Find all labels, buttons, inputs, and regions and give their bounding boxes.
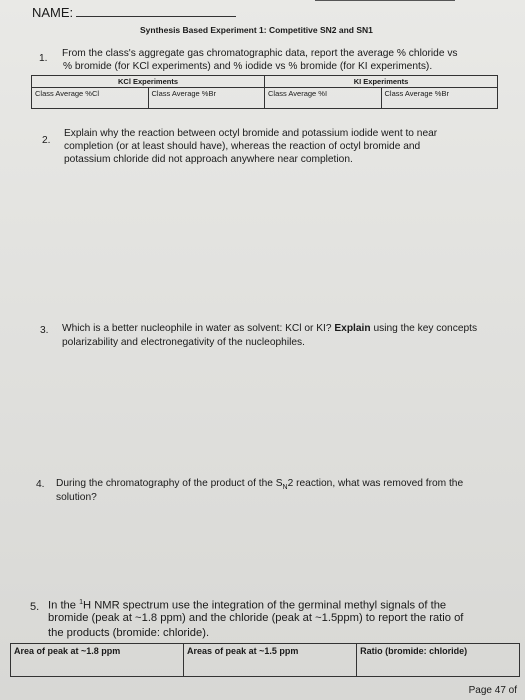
q5-line2: bromide (peak at ~1.8 ppm) and the chloride (peak at ~1.5ppm) to report the ratio of (48, 612, 464, 624)
q3-line2: polarizability and electronegativity of the nucleophiles. (62, 337, 305, 348)
q1-number: 1. (39, 53, 48, 64)
name-label: NAME: (32, 5, 74, 20)
header-rule (315, 0, 455, 1)
q4-line1-text-b: 2 reaction, what was removed from the (287, 478, 464, 489)
q1-table-column-row (32, 88, 498, 109)
ki-experiments-header: KI Experiments (265, 76, 498, 88)
class-average-cl-cell[interactable]: Class Average %Cl (32, 88, 149, 109)
area-peak-1-5-cell[interactable]: Areas of peak at ~1.5 ppm (184, 644, 357, 677)
q1-table-group-row (32, 76, 498, 88)
page-number: Page 47 of (468, 685, 517, 696)
q3-number: 3. (40, 325, 49, 336)
q2-line3: potassium chloride did not approach anywhere near completion. (64, 154, 353, 165)
q4-subscript-n: N (282, 484, 288, 492)
q1-text-line1: From the class's aggregate gas chromatographic data, report the average % chloride vs (62, 48, 458, 59)
q3-answer-area[interactable] (62, 352, 492, 472)
ratio-bromide-chloride-cell[interactable]: Ratio (bromide: chloride) (357, 644, 520, 677)
q1-text-line2: % bromide (for KCl experiments) and % iodide vs % bromide (for KI experiments). (63, 61, 433, 72)
q5-line3: the products (bromide: chloride). (48, 627, 210, 639)
q5-line1-text-b: H NMR spectrum use the integration of the germinal methyl signals of the (83, 599, 447, 612)
class-average-br-kcl-cell[interactable]: Class Average %Br (148, 88, 265, 109)
q3-line1-text-b: using the key concepts (370, 323, 478, 334)
q2-line2: completion (or at least should have), whereas the reaction of octyl bromide and (64, 141, 421, 152)
q4-number: 4. (36, 479, 45, 490)
q3-line1 (62, 322, 477, 335)
q3-explain-bold: Explain (334, 323, 371, 334)
q2-line1: Explain why the reaction between octyl bromide and potassium iodide went to near (64, 128, 438, 139)
class-average-i-cell[interactable]: Class Average %I (265, 88, 382, 109)
q1-results-table (31, 75, 498, 109)
q4-answer-area[interactable] (56, 508, 496, 578)
q2-answer-area[interactable] (64, 170, 494, 310)
q5-line1-text-a: In the (48, 599, 80, 612)
q4-line1-text-a: During the chromatography of the product of the S (56, 478, 283, 489)
worksheet-title: Synthesis Based Experiment 1: Competitive SN2 and SN1 (140, 25, 373, 35)
name-blank-line[interactable] (76, 16, 236, 17)
q5-number: 5. (30, 601, 40, 613)
q3-line1-text-a: Which is a better nucleophile in water as solvent: KCl or KI? (62, 323, 335, 334)
class-average-br-ki-cell[interactable]: Class Average %Br (381, 88, 498, 109)
q5-ratio-table (10, 643, 520, 677)
q4-line1 (56, 477, 463, 494)
q5-table-header-row (11, 644, 520, 677)
area-peak-1-8-cell[interactable]: Area of peak at ~1.8 ppm (11, 644, 184, 677)
kcl-experiments-header: KCl Experiments (32, 76, 265, 88)
q2-number: 2. (42, 135, 51, 146)
q5-superscript-1: 1 (79, 599, 84, 606)
q4-line2: solution? (56, 492, 97, 503)
